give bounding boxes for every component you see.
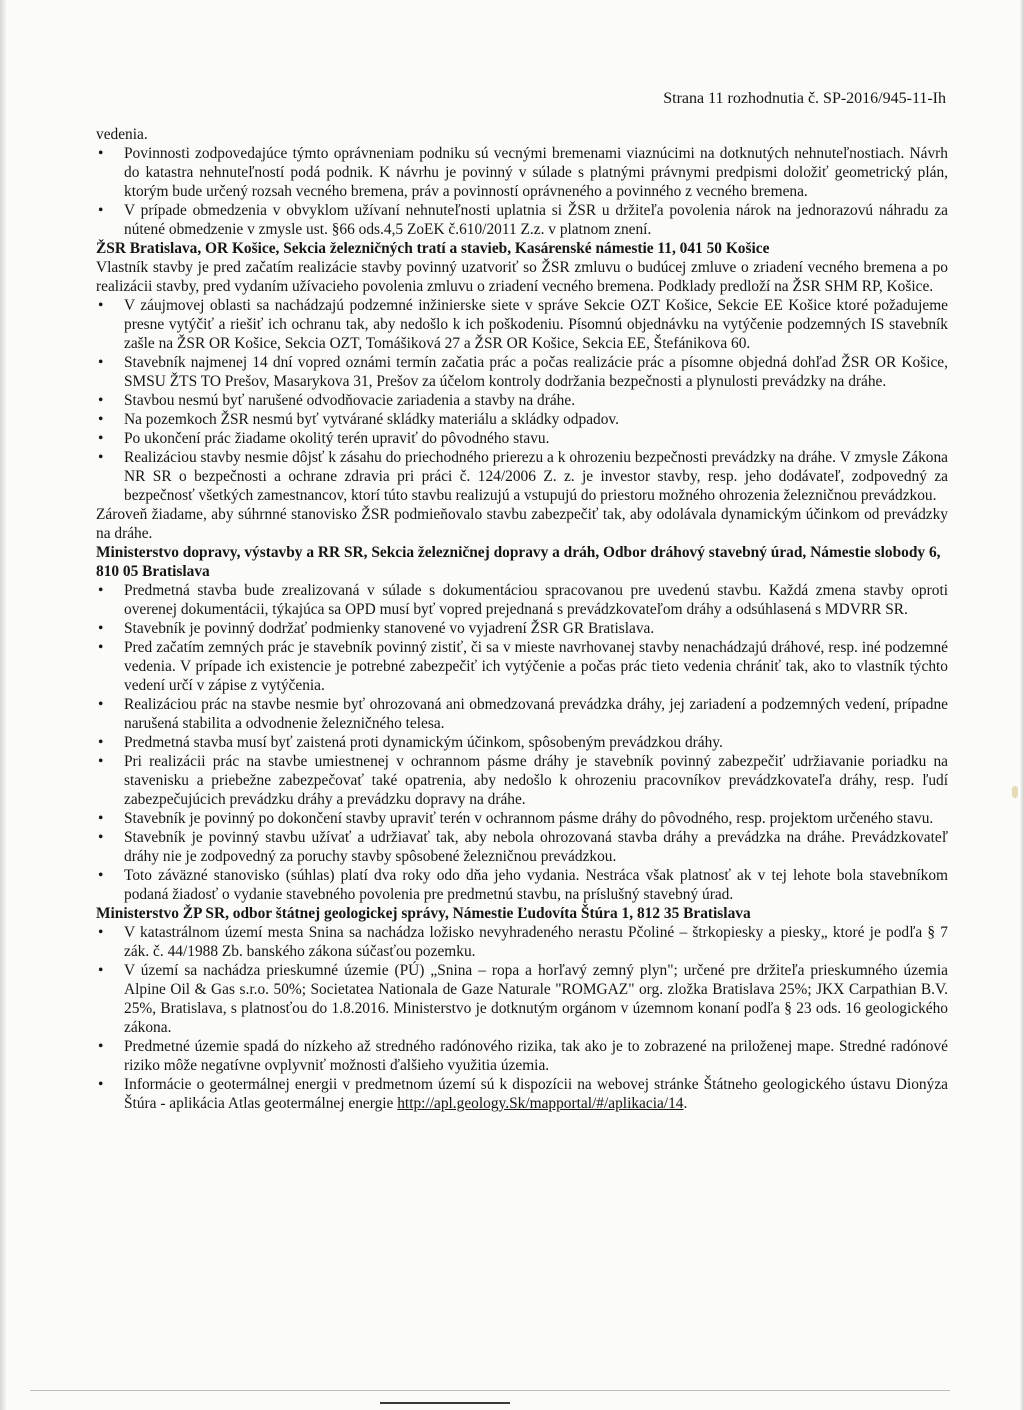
list-item: • Realizáciou stavby nesmie dôjsť k zásahu do priechodného prierezu a k ohrozeniu bezpečnosti prevádzky na dráhe. V zmysle Zákona NR SR o bezpečnosti a ochrane zdravia pri práci č. 124/2006 Z. z. je investor stavby, resp. jeho dodávateľ, zodpovedný za bezpečnosť všetkých zamestnancov, ktorí túto stavbu realizujú a vstupujú do priestoru možného ohrozenia železničnou prevádzkou.	[96, 448, 948, 505]
list-item: • Toto záväzné stanovisko (súhlas) platí dva roky odo dňa jeho vydania. Nestráca však platnosť ak v tej lehote bola stavebníkom podaná žiadosť o vydanie stavebného povolenia pre predmetnú stavbu, na príslušný stavebný úrad.	[96, 866, 948, 904]
continuation-text: vedenia.	[96, 126, 148, 143]
bullet-list	[96, 296, 948, 505]
section-heading: Ministerstvo dopravy, výstavby a RR SR, Sekcia železničnej dopravy a dráh, Odbor dráhový stavebný úrad, Námestie slobody 6, 810 05 Bratislava	[96, 544, 941, 580]
list-item: • Stavebník najmenej 14 dní vopred oznámi termín začatia prác a počas realizácie prác a písomne objedná dohľad ŽSR OR Košice, SMSU ŽTS TO Prešov, Masarykova 31, Prešov za účelom kontroly dodržania bezpečnosti a plynulosti prevádzky na dráhe.	[96, 353, 948, 391]
scan-edge-left	[0, 0, 6, 1410]
list-item: • Predmetná stavba bude zrealizovaná v súlade s dokumentáciou spracovanou pre uvedenú stavbu. Každá zmena stavby oproti overenej dokumentácii, týkajúca sa OPD musí byť vopred prejednaná s prevádzkovateľom dráhy a odsúhlasená s MDVRR SR.	[96, 581, 948, 619]
list-item: • Stavebník je povinný po dokončení stavby upraviť terén v ochrannom pásme dráhy do pôvodného, resp. projektom určeného stavu.	[96, 809, 948, 828]
scan-bottom-mark	[380, 1402, 510, 1404]
list-item: • Stavebník je povinný dodržať podmienky stanovené vo vyjadrení ŽSR GR Bratislava.	[96, 619, 948, 638]
list-item	[96, 1075, 948, 1113]
section-heading: Ministerstvo ŽP SR, odbor štátnej geologickej správy, Námestie Ľudovíta Štúra 1, 812 35 Bratislava	[96, 905, 751, 922]
item-text: Informácie o geotermálnej energii v predmetnom území sú k dispozícii na webovej stránke Štátneho geologického ústavu Dionýza Štúra - aplikácia Atlas geotermálnej energie	[124, 1076, 948, 1112]
list-item: • Realizáciou prác na stavbe nesmie byť ohrozovaná ani obmedzovaná prevádzka dráhy, jej zariadení a podzemných vedení, prípadne narušená stabilita a odvodnenie železničného telesa.	[96, 695, 948, 733]
section-ministry-transport	[96, 543, 948, 904]
section-heading: ŽSR Bratislava, OR Košice, Sekcia železničných tratí a stavieb, Kasárenské námestie 11, 041 50 Košice	[96, 240, 770, 257]
list-item: • Predmetné územie spadá do nízkeho až stredného radónového rizika, tak ako je to zobrazené na priloženej mape. Stredné radónové riziko môže negatívne ovplyvniť možnosti ďalšieho využitia územia.	[96, 1037, 948, 1075]
paragraph: Vlastník stavby je pred začatím realizácie stavby povinný uzatvoriť so ŽSR zmluvu o budúcej zmluve o zriadení vecného bremena a po realizácii stavby, pred vydaním užívacieho povolenia zmluvu o zriadení vecného bremena. Podklady predloží na ŽSR SHM RP, Košice.	[96, 259, 948, 295]
section-continuation	[96, 125, 948, 239]
list-item: • Predmetná stavba musí byť zaistená proti dynamickým účinkom, spôsobeným prevádzkou dráhy.	[96, 733, 948, 752]
section-zsr-kosice	[96, 239, 948, 543]
list-item: • Povinnosti zodpovedajúce týmto oprávneniam podniku sú vecnými bremenami viaznúcimi na dotknutých nehnuteľnostiach. Návrh do katastra nehnuteľností podá podnik. K návrhu je povinný v súlade s platnými právnymi predpismi doložiť geometrický plán, ktorým bude určený rozsah vecného bremena, práv a povinností oprávneného a povinného z vecného bremena.	[96, 144, 948, 201]
list-item: • V záujmovej oblasti sa nachádzajú podzemné inžinierske siete v správe Sekcie OZT Košice, Sekcie EE Košice ktoré požadujeme presne vytýčiť a riešiť ich ochranu tak, aby nedošlo k ich poškodeniu. Písomnú objednávku na vytýčenie podzemných IS stavebník zašle na ŽSR OR Košice, Sekcia OZT, Tomášiková 27 a ŽSR OR Košice, Sekcia EE, Štefánikova 60.	[96, 296, 948, 353]
list-item: • Stavebník je povinný stavbu užívať a udržiavať tak, aby nebola ohrozovaná stavba dráhy a prevádzka na dráhe. Prevádzkovateľ dráhy nie je zodpovedný za poruchy stavby spôsobené železničnou prevádzkou.	[96, 828, 948, 866]
bullet-list	[96, 144, 948, 239]
scan-edge-right	[1020, 0, 1024, 1410]
geology-atlas-link[interactable]: http://apl.geology.Sk/mapportal/#/aplikacia/14	[397, 1095, 684, 1112]
page-header: Strana 11 rozhodnutia č. SP-2016/945-11-Ih	[663, 90, 946, 107]
scan-speck	[1012, 786, 1018, 798]
paragraph: Zároveň žiadame, aby súhrnné stanovisko ŽSR podmieňovalo stavbu zabezpečiť tak, aby odolávala dynamickým účinkom od prevádzky na dráhe.	[96, 506, 948, 542]
list-item: • Pred začatím zemných prác je stavebník povinný zistiť, či sa v mieste navrhovanej stavby nenachádzajú dráhové, resp. iné podzemné vedenia. V prípade ich existencie je potrebné zabezpečiť ich vytýčenie a počas prác tieto vedenia chrániť tak, ako to vlastník týchto vedení určí v zápise z vytýčenia.	[96, 638, 948, 695]
list-item: • Pri realizácii prác na stavbe umiestnenej v ochrannom pásme dráhy je stavebník povinný zabezpečiť udržiavanie poriadku na stavenisku a priebežne zabezpečovať také opatrenia, aby nedošlo k ohrozeniu pracovníkov prevádzkovateľa dráhy, resp. ľudí zabezpečujúcich prevádzku dráhy a prevádzku dopravy na dráhe.	[96, 752, 948, 809]
list-item: • Stavbou nesmú byť narušené odvodňovacie zariadenia a stavby na dráhe.	[96, 391, 948, 410]
item-text-end: .	[683, 1095, 688, 1112]
document-body	[96, 125, 948, 1113]
bullet-list	[96, 923, 948, 1113]
list-item: • V katastrálnom území mesta Snina sa nachádza ložisko nevyhradeného nerastu Pčoliné – štrkopiesky a piesky„ ktoré je podľa § 7 zák. č. 44/1988 Zb. banského zákona súčasťou pozemku.	[96, 923, 948, 961]
list-item: • V území sa nachádza prieskumné územie (PÚ) „Snina – ropa a horľavý zemný plyn"; určené pre držiteľa prieskumného územia Alpine Oil & Gas s.r.o. 50%; Societatea Nationala de Gaze Naturale "ROMGAZ" org. zložka Bratislava 25%; JKX Carpathian B.V. 25%, Bratislava, s platnosťou do 1.8.2016. Ministerstvo je dotknutým orgánom v územnom konaní podľa § 23 ods. 16 geologického zákona.	[96, 961, 948, 1037]
bullet-list	[96, 581, 948, 904]
scan-bottom-line	[30, 1390, 950, 1391]
list-item: • Po ukončení prác žiadame okolitý terén upraviť do pôvodného stavu.	[96, 429, 948, 448]
section-ministry-environment	[96, 904, 948, 1113]
list-item: • V prípade obmedzenia v obvyklom užívaní nehnuteľnosti uplatnia si ŽSR u držiteľa povolenia nárok na jednorazovú náhradu za nútené obmedzenie v zmysle ust. §66 ods.4,5 ZoEK č.610/2011 Z.z. v platnom znení.	[96, 201, 948, 239]
list-item: • Na pozemkoch ŽSR nesmú byť vytvárané skládky materiálu a skládky odpadov.	[96, 410, 948, 429]
